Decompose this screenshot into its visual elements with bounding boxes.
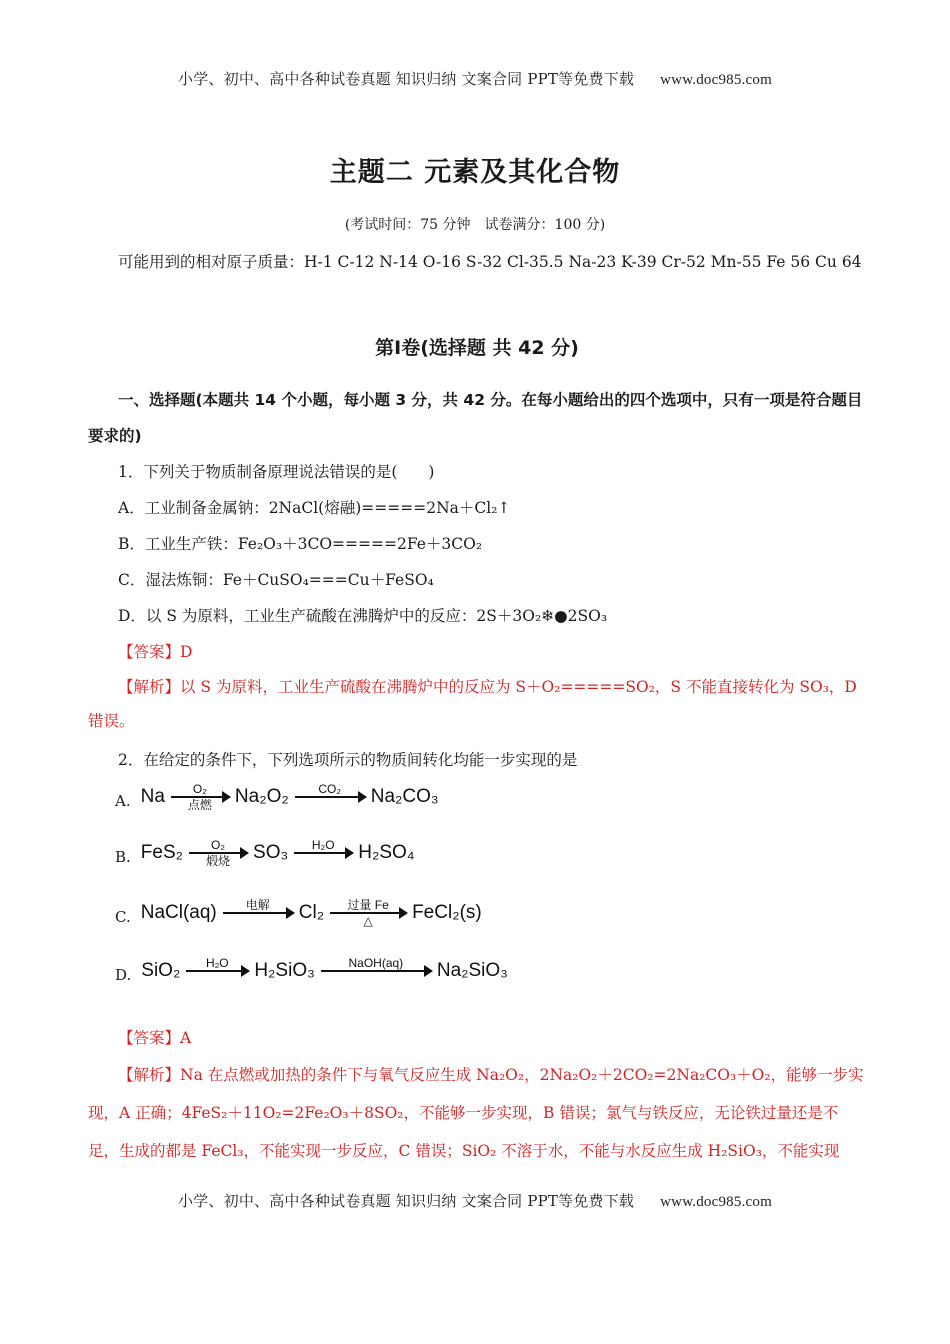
reaction-arrow bbox=[321, 956, 431, 986]
reaction-scheme bbox=[141, 898, 482, 928]
header-site-link[interactable]: www.doc985.com bbox=[660, 72, 772, 88]
arrow-condition-top: O₂ bbox=[192, 782, 207, 796]
reaction-arrow bbox=[294, 838, 352, 868]
arrow-condition-bottom: 点燃 bbox=[187, 798, 212, 812]
arrow-condition-top: CO₂ bbox=[318, 782, 342, 796]
q1-option-b: B．工业生产铁：Fe₂O₃＋3CO=====2Fe＋3CO₂ bbox=[118, 535, 483, 553]
part-instructions: 一、选择题(本题共 14 个小题，每小题 3 分，共 42 分。在每小题给出的四个选项中，只有一项是符合题目要求的) bbox=[88, 391, 863, 445]
option-letter: C. bbox=[115, 908, 131, 926]
species: H₂SO₄ bbox=[358, 842, 415, 863]
arrow-condition-top: H₂O bbox=[205, 956, 229, 970]
page-footer bbox=[0, 1190, 950, 1211]
page-header bbox=[0, 68, 950, 89]
species: Na₂CO₃ bbox=[370, 786, 439, 807]
q2-answer: 【答案】A bbox=[118, 1029, 192, 1047]
species: FeCl₂(s) bbox=[412, 902, 482, 923]
arrow-condition-top: 过量 Fe bbox=[347, 898, 389, 912]
arrow-condition-top: NaOH(aq) bbox=[348, 956, 404, 970]
q2-stem: 2．在给定的条件下，下列选项所示的物质间转化均能一步实现的是 bbox=[118, 751, 578, 769]
q1-option-a: A．工业制备金属钠：2NaCl(熔融)=====2Na＋Cl₂↑ bbox=[118, 499, 511, 517]
q1-analysis: 【解析】以 S 为原料，工业生产硫酸在沸腾炉中的反应为 S＋O₂=====SO₂，S 不能直接转化为 SO₃，D 错误。 bbox=[88, 678, 857, 730]
species: H₂SiO₃ bbox=[254, 960, 315, 981]
q2-option-c bbox=[115, 898, 482, 928]
option-letter: A. bbox=[115, 792, 131, 810]
reaction-arrow bbox=[295, 782, 365, 812]
species: Cl₂ bbox=[298, 902, 325, 923]
species: Na bbox=[140, 786, 165, 807]
footer-site-link[interactable]: www.doc985.com bbox=[660, 1194, 772, 1210]
reaction-arrow bbox=[189, 838, 247, 868]
q2-analysis: 【解析】Na 在点燃或加热的条件下与氧气反应生成 Na₂O₂，2Na₂O₂＋2CO₂=2Na₂CO₃＋O₂，能够一步实现，A 正确；4FeS₂＋11O₂=2Fe₂O₃＋8SO₂，不能够一步实现，B 错误；氯气与铁反应，无论铁过量还是不足，生成的都是 FeCl₃，不能实现一步反应，C 错误；SiO₂ 不溶于水，不能与水反应生成 H₂SiO₃，不能实现 bbox=[88, 1066, 864, 1160]
arrow-condition-top: 电解 bbox=[245, 898, 270, 912]
atomic-masses: 可能用到的相对原子质量：H-1 C-12 N-14 O-16 S-32 Cl-35.5 Na-23 K-39 Cr-52 Mn-55 Fe 56 Cu 64 bbox=[118, 253, 862, 271]
q2-option-d bbox=[115, 956, 508, 986]
species: SiO₂ bbox=[141, 960, 181, 981]
arrow-condition-bottom: △ bbox=[363, 914, 373, 928]
q1-stem: 1．下列关于物质制备原理说法错误的是( ) bbox=[118, 463, 435, 481]
q2-option-a bbox=[115, 782, 439, 812]
q1-option-d: D．以 S 为原料，工业生产硫酸在沸腾炉中的反应：2S＋3O₂❄●2SO₃ bbox=[118, 607, 608, 625]
reaction-arrow bbox=[330, 898, 406, 928]
arrow-condition-top: O₂ bbox=[211, 838, 226, 852]
species: NaCl(aq) bbox=[140, 902, 217, 923]
exam-info: (考试时间：75 分钟 试卷满分：100 分) bbox=[344, 217, 606, 233]
reaction-arrow bbox=[223, 898, 293, 928]
q1-option-c: C．湿法炼铜：Fe＋CuSO₄===Cu＋FeSO₄ bbox=[118, 571, 434, 589]
header-text: 小学、初中、高中各种试卷真题 知识归纳 文案合同 PPT等免费下载 bbox=[178, 70, 635, 88]
q2-option-b bbox=[115, 838, 415, 868]
option-letter: D. bbox=[115, 966, 132, 984]
arrow-condition-top: H₂O bbox=[311, 838, 335, 852]
reaction-scheme bbox=[141, 838, 415, 868]
species: FeS₂ bbox=[140, 842, 184, 863]
reaction-arrow bbox=[186, 956, 248, 986]
reaction-scheme bbox=[141, 782, 439, 812]
footer-text: 小学、初中、高中各种试卷真题 知识归纳 文案合同 PPT等免费下载 bbox=[178, 1192, 635, 1210]
arrow-condition-bottom: 煅烧 bbox=[206, 854, 231, 868]
page-title: 主题二 元素及其化合物 bbox=[329, 157, 621, 188]
section-title: 第Ⅰ卷(选择题 共 42 分) bbox=[375, 337, 579, 359]
reaction-scheme bbox=[141, 956, 508, 986]
species: SO₃ bbox=[253, 842, 289, 863]
species: Na₂SiO₃ bbox=[436, 960, 508, 981]
species: Na₂O₂ bbox=[234, 786, 289, 807]
q1-answer: 【答案】D bbox=[118, 643, 193, 661]
reaction-arrow bbox=[171, 782, 229, 812]
option-letter: B. bbox=[115, 848, 131, 866]
